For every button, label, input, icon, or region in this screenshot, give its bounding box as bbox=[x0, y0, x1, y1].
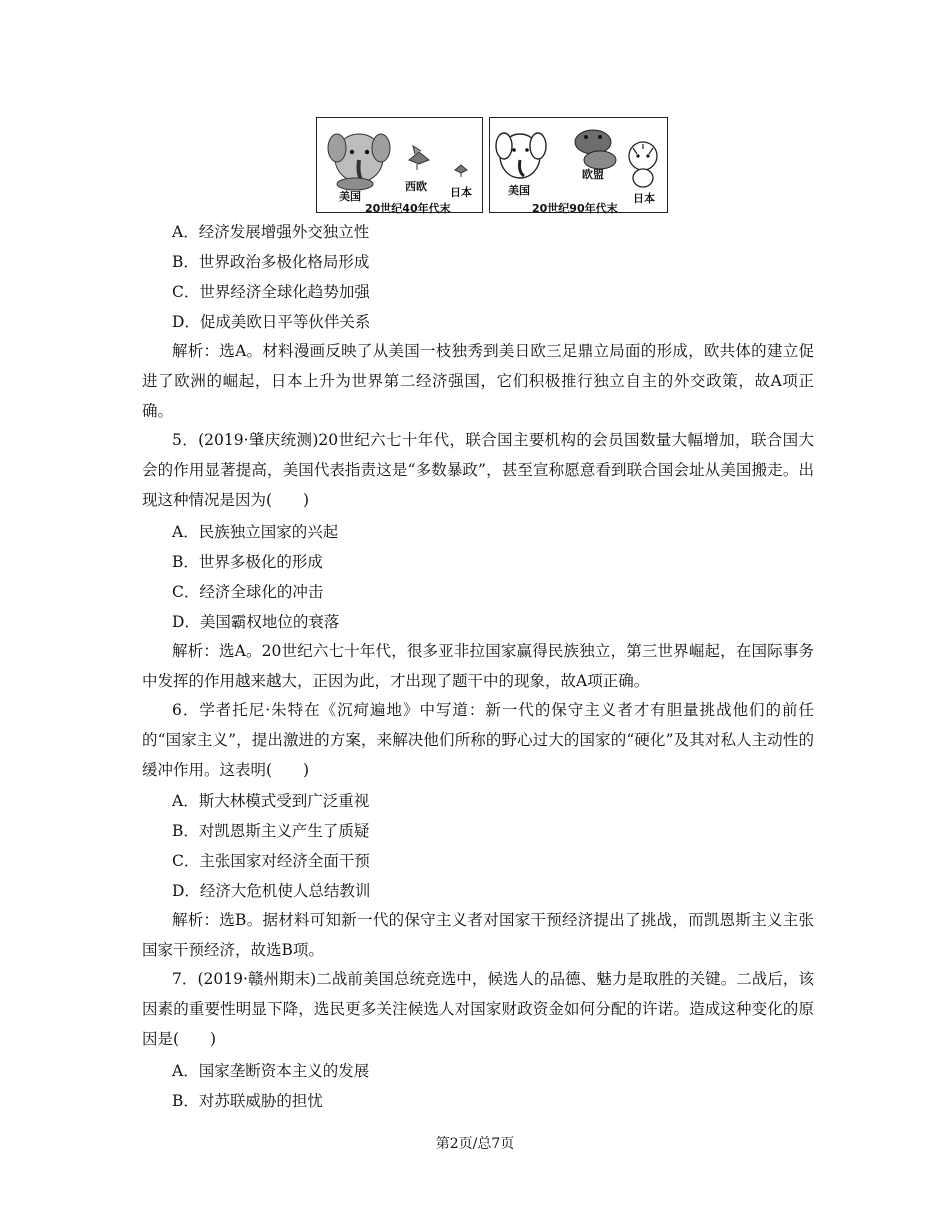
q5-option-a: A．民族独立国家的兴起 bbox=[172, 523, 339, 541]
q4-option-c: C．世界经济全球化趋势加强 bbox=[172, 283, 370, 301]
q5-option-b: B．世界多极化的形成 bbox=[172, 553, 323, 571]
cartoon-panel-1990s bbox=[489, 117, 668, 213]
q4-option-a: A．经济发展增强外交独立性 bbox=[172, 223, 370, 241]
q4-analysis: 解析：选A。材料漫画反映了从美国一枝独秀到美日欧三足鼎立局面的形成，欧共体的建立促进了欧洲的崛起，日本上升为世界第二经济强国，它们积极推行独立自主的外交政策，故A项正确。 bbox=[142, 342, 814, 420]
cartoon-panel-1940s bbox=[316, 117, 483, 213]
q7-stem: 7．(2019·赣州期末)二战前美国总统竞选中，候选人的品德、魅力是取胜的关键。二战后，该因素的重要性明显下降，选民更多关注候选人对国家财政资金如何分配的许诺。造成这种变化的原因是( ) bbox=[142, 970, 814, 1048]
q6-analysis: 解析：选B。据材料可知新一代的保守主义者对国家干预经济提出了挑战，而凯恩斯主义主张国家干预经济，故选B项。 bbox=[142, 911, 814, 959]
q5-analysis: 解析：选A。20世纪六七十年代，很多亚非拉国家赢得民族独立，第三世界崛起，在国际事务中发挥的作用越来越大，正因为此，才出现了题干中的现象，故A项正确。 bbox=[142, 642, 814, 690]
label-weu-1940s: 西欧 bbox=[405, 180, 427, 193]
q4-option-d: D．促成美欧日平等伙伴关系 bbox=[172, 313, 371, 331]
q6-option-a: A．斯大林模式受到广泛重视 bbox=[172, 792, 370, 810]
label-jp-1940s: 日本 bbox=[450, 186, 472, 199]
q5-stem: 5．(2019·肇庆统测)20世纪六七十年代，联合国主要机构的会员国数量大幅增加，联合国大会的作用显著提高，美国代表指责这是“多数暴政”，甚至宣称愿意看到联合国会址从美国搬走。出现这种情况是因为( ) bbox=[142, 431, 814, 509]
q6-option-b: B．对凯恩斯主义产生了质疑 bbox=[172, 822, 370, 840]
q6-option-d: D．经济大危机使人总结教训 bbox=[172, 882, 371, 900]
q7-option-b: B．对苏联威胁的担忧 bbox=[172, 1092, 323, 1110]
page-number: 第2页/总7页 bbox=[435, 1136, 515, 1152]
q7-option-a: A．国家垄断资本主义的发展 bbox=[172, 1062, 370, 1080]
q4-option-b: B．世界政治多极化格局形成 bbox=[172, 253, 370, 271]
cartoon-figure bbox=[316, 117, 668, 215]
label-eu-1990s: 欧盟 bbox=[582, 168, 604, 181]
label-jp-1990s: 日本 bbox=[633, 192, 655, 205]
q5-option-c: C．经济全球化的冲击 bbox=[172, 583, 324, 601]
label-us-1990s: 美国 bbox=[508, 184, 530, 197]
caption-1940s: 20世纪40年代末 bbox=[365, 202, 451, 215]
label-us-1940s: 美国 bbox=[339, 190, 361, 203]
q6-option-c: C．主张国家对经济全面干预 bbox=[172, 852, 370, 870]
q5-option-d: D．美国霸权地位的衰落 bbox=[172, 613, 340, 631]
caption-1990s: 20世纪90年代末 bbox=[532, 202, 618, 215]
q6-stem: 6．学者托尼·朱特在《沉疴遍地》中写道：新一代的保守主义者才有胆量挑战他们的前任的“国家主义”，提出激进的方案，来解决他们所称的野心过大的国家的“硬化”及其对私人主动性的缓冲作用。这表明( ) bbox=[142, 701, 814, 779]
